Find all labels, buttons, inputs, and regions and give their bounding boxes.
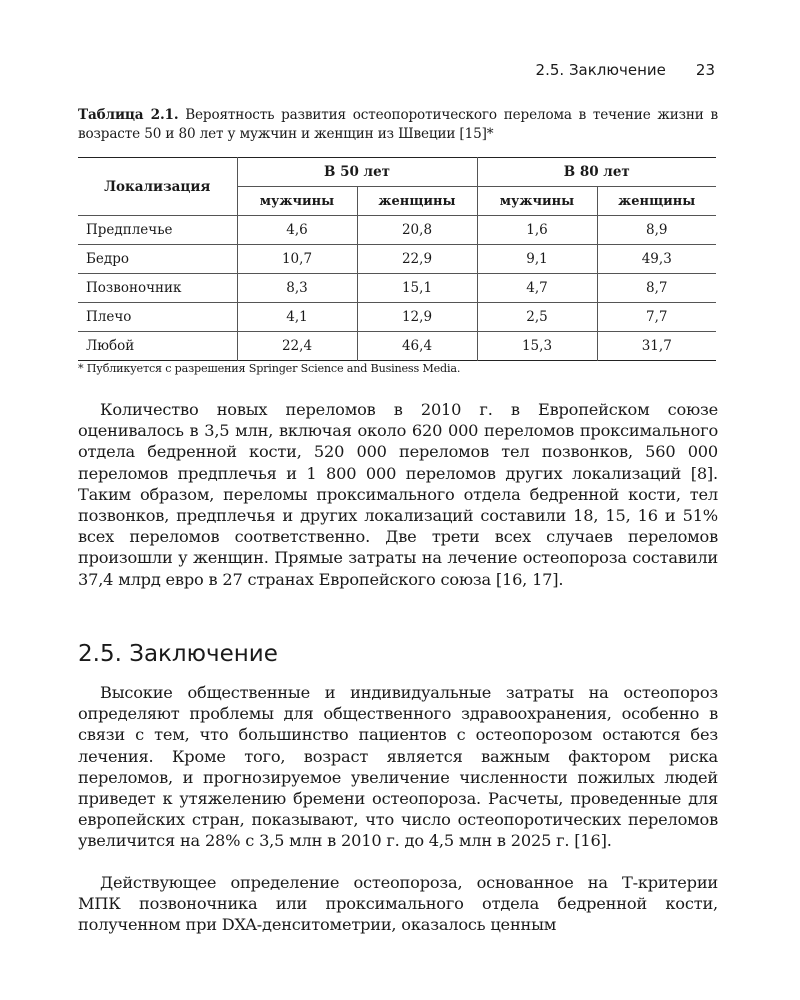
table-caption-text: Вероятность развития остеопоротического перелома в течение жизни в возрасте 50 и 80 лет у мужчин и женщин из Швеции [15]* xyxy=(78,107,718,142)
cell-women-80: 7,7 xyxy=(597,303,716,332)
body-paragraph-3: Действующее определение остеопороза, основанное на Т-критерии МПК позвоночника или проксимального отдела бедренной кости, полученном при DXA-денситометрии, оказалось ценным xyxy=(78,873,718,935)
header-women-80: женщины xyxy=(597,187,716,216)
header-age-80: В 80 лет xyxy=(477,158,716,187)
header-men-50: мужчины xyxy=(237,187,357,216)
cell-women-80: 49,3 xyxy=(597,245,716,274)
cell-men-80: 1,6 xyxy=(477,216,597,245)
header-women-50: женщины xyxy=(357,187,477,216)
cell-men-80: 15,3 xyxy=(477,332,597,361)
cell-women-80: 8,7 xyxy=(597,274,716,303)
table-caption xyxy=(78,106,718,144)
cell-men-80: 9,1 xyxy=(477,245,597,274)
running-header xyxy=(536,61,715,79)
table-row xyxy=(78,274,716,303)
header-men-80: мужчины xyxy=(477,187,597,216)
header-localization: Локализация xyxy=(104,178,211,195)
table-row xyxy=(78,303,716,332)
cell-women-50: 22,9 xyxy=(357,245,477,274)
cell-men-50: 22,4 xyxy=(237,332,357,361)
cell-men-80: 4,7 xyxy=(477,274,597,303)
page-number: 23 xyxy=(695,61,715,79)
table-footnote: * Публикуется с разрешения Springer Science and Business Media. xyxy=(78,362,461,375)
cell-men-50: 8,3 xyxy=(237,274,357,303)
table-caption-label: Таблица 2.1. xyxy=(78,107,179,123)
cell-men-80: 2,5 xyxy=(477,303,597,332)
cell-men-50: 4,1 xyxy=(237,303,357,332)
cell-women-50: 46,4 xyxy=(357,332,477,361)
cell-localization: Позвоночник xyxy=(86,280,182,296)
cell-women-80: 31,7 xyxy=(597,332,716,361)
cell-localization: Плечо xyxy=(86,309,132,325)
running-header-section: 2.5. Заключение xyxy=(535,61,666,79)
section-heading: 2.5. Заключение xyxy=(78,641,278,667)
cell-women-50: 12,9 xyxy=(357,303,477,332)
body-paragraph-2: Высокие общественные и индивидуальные затраты на остеопороз определяют проблемы для общественного здравоохранения, особенно в связи с тем, что большинство пациентов с остеопорозом остаются без лечения. Кроме того, возраст является важным фактором риска переломов, и прогнозируемое увеличение численности пожилых людей приведет к утяжелению бремени остеопороза. Расчеты, проведенные для европейских стран, показывают, что число остеопоротических переломов увеличится на 28% с 3,5 млн в 2010 г. до 4,5 млн в 2025 г. [16]. xyxy=(78,683,718,851)
cell-men-50: 10,7 xyxy=(237,245,357,274)
cell-localization: Предплечье xyxy=(86,222,173,238)
cell-localization: Любой xyxy=(86,338,135,354)
cell-women-50: 15,1 xyxy=(357,274,477,303)
cell-women-50: 20,8 xyxy=(357,216,477,245)
table-row xyxy=(78,216,716,245)
header-age-50: В 50 лет xyxy=(237,158,477,187)
table-row xyxy=(78,332,716,361)
cell-localization: Бедро xyxy=(86,251,129,267)
body-paragraph-1: Количество новых переломов в 2010 г. в Европейском союзе оценивалось в 3,5 млн, включая около 620 000 переломов проксимального отдела бедренной кости, 520 000 переломов тел позвонков, 560 000 переломов предплечья и 1 800 000 переломов других локализаций [8]. Таким образом, переломы проксимального отдела бедренной кости, тел позвонков, предплечья и других локализаций составили 18, 15, 16 и 51% всех переломов соответственно. Две трети всех случаев переломов произошли у женщин. Прямые затраты на лечение остеопороза составили 37,4 млрд евро в 27 странах Европейского союза [16, 17]. xyxy=(78,400,718,589)
cell-men-50: 4,6 xyxy=(237,216,357,245)
cell-women-80: 8,9 xyxy=(597,216,716,245)
fracture-probability-table xyxy=(78,157,716,361)
table-row xyxy=(78,245,716,274)
